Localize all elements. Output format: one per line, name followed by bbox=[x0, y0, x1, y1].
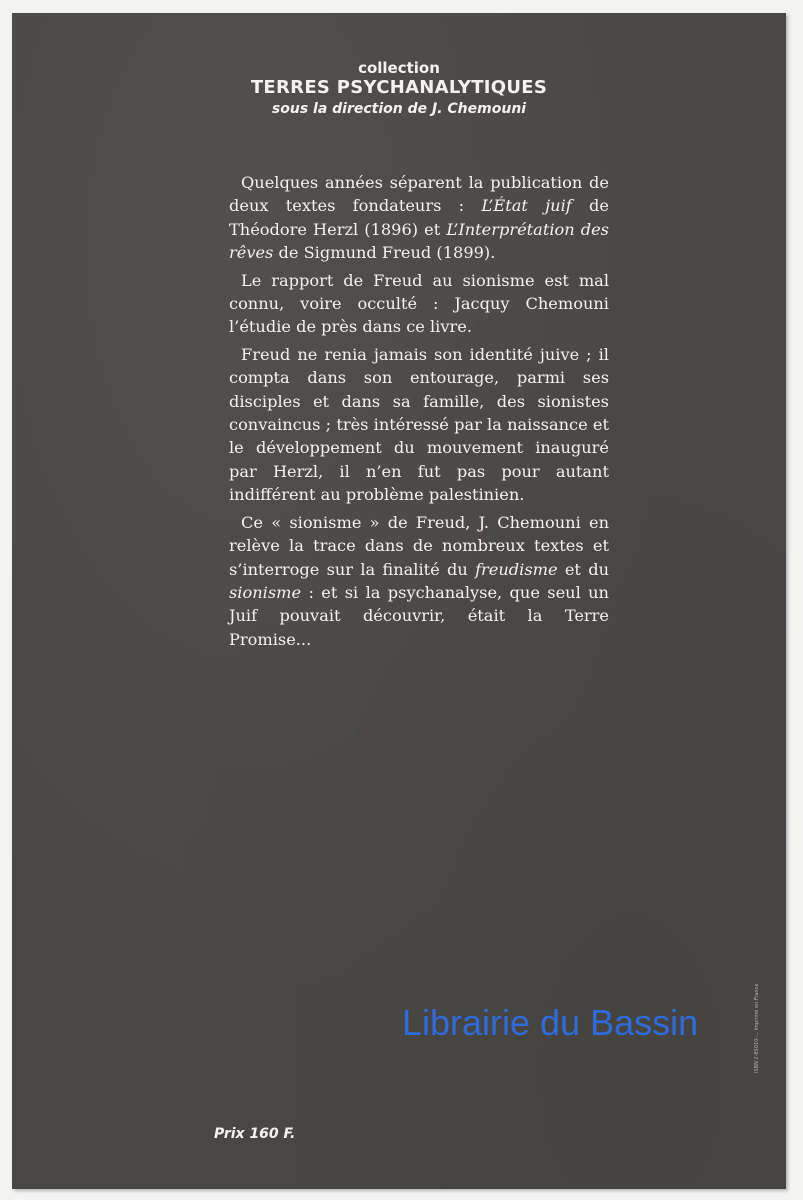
blurb-text: de Théodore Herzl (1896) et bbox=[229, 196, 609, 239]
book-back-cover bbox=[12, 13, 786, 1189]
book-title-etat-juif: L’État juif bbox=[481, 196, 572, 216]
blurb-text: Quelques années séparent la publication de deux textes fondateurs : bbox=[229, 173, 609, 216]
collection-header bbox=[12, 59, 786, 119]
blurb-text: et du bbox=[557, 559, 609, 579]
blurb-paragraph-4 bbox=[229, 511, 609, 651]
book-title-interpretation-des-reves: L’Interprétation des rêves bbox=[229, 219, 609, 263]
price-label: Prix 160 F. bbox=[214, 1126, 296, 1142]
blurb-text: : et si la psychanalyse, que seul un Juif pouvait découvrir, était la Terre Promise... bbox=[229, 582, 609, 649]
blurb bbox=[229, 171, 609, 655]
term-freudisme: freudisme bbox=[475, 559, 558, 579]
blurb-text: de Sigmund Freud (1899). bbox=[273, 243, 496, 263]
series-direction: sous la direction de J. Chemouni bbox=[271, 101, 527, 117]
series-title: TERRES PSYCHANALYTIQUES bbox=[250, 77, 548, 98]
blurb-paragraph-1 bbox=[229, 171, 609, 265]
blurb-paragraph-2: Le rapport de Freud au sionisme est mal connu, voire occulté : Jacquy Chemouni l’étudie de près dans ce livre. bbox=[229, 270, 609, 337]
term-sionisme: sionisme bbox=[229, 582, 302, 602]
imprint-note: ISBN 2-85010-... Imprimé en France bbox=[754, 983, 760, 1073]
blurb-text: Ce « sionisme » de Freud, J. Chemouni en relève la trace dans de nombreux textes et s’interroge sur la finalité du bbox=[229, 512, 609, 579]
collection-label: collection bbox=[358, 59, 440, 77]
seller-watermark: Librairie du Bassin bbox=[402, 1002, 699, 1043]
blurb-paragraph-3: Freud ne renia jamais son identité juive ; il compta dans son entourage, parmi ses disciples et dans sa famille, des sionistes convaincus ; très intéressé par la naissance et le développement du mouvement inauguré par Herzl, il n’en fut pas pour autant indifférent au problème palestinien. bbox=[229, 344, 609, 505]
